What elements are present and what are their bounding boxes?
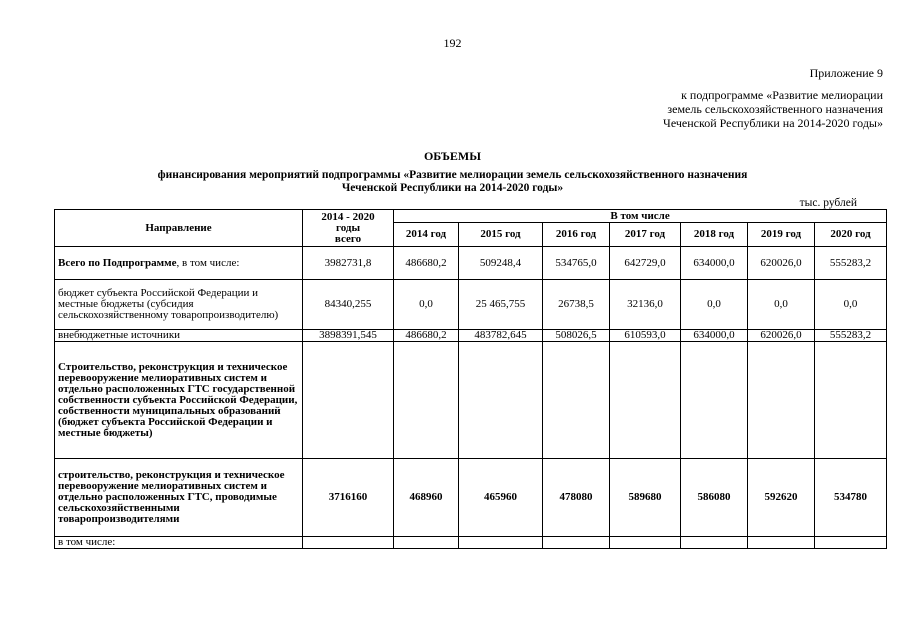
cell-2016: 26738,5 [543,280,610,330]
cell-total [303,342,394,459]
cell-2015: 509248,4 [459,247,543,280]
cell-2015: 25 465,755 [459,280,543,330]
cell-2015: 465960 [459,459,543,537]
header-including: В том числе [394,210,887,223]
header-year: 2015 год [459,223,543,247]
cell-2017: 32136,0 [610,280,681,330]
cell-2017 [610,537,681,549]
cell-2019 [748,342,815,459]
units-label: тыс. рублей [799,197,857,209]
row-label: строительство, реконструкция и техническое перевооружение мелиоративных систем и отдельно расположенных ГТС, проводимые сельскохозяйственными товаропроизводителями [55,459,303,537]
table-row-producers-construction [55,459,887,537]
cell-2019: 592620 [748,459,815,537]
cell-2018: 0,0 [681,280,748,330]
cell-total: 3716160 [303,459,394,537]
appendix-line: Чеченской Республики на 2014-2020 годы» [663,116,883,130]
row-label-bold: Всего по Подпрограмме [58,256,177,269]
cell-2018 [681,537,748,549]
appendix-line: земель сельскохозяйственного назначения [667,102,883,116]
cell-2016 [543,342,610,459]
cell-2018: 634000,0 [681,247,748,280]
cell-total: 3982731,8 [303,247,394,280]
cell-2020: 555283,2 [815,247,887,280]
financing-table [54,209,887,549]
page-number: 192 [443,36,462,50]
row-label: внебюджетные источники [55,330,303,342]
document-title: ОБЪЕМЫ [423,149,482,163]
cell-2020 [815,537,887,549]
cell-2019: 620026,0 [748,247,815,280]
cell-2018 [681,342,748,459]
row-label: бюджет субъекта Российской Федерации и местные бюджеты (субсидия сельскохозяйственному товаропроизводителю) [55,280,303,330]
cell-2016: 534765,0 [543,247,610,280]
cell-2018: 586080 [681,459,748,537]
row-label [55,247,303,280]
header-total-line: всего [334,232,362,245]
header-year: 2014 год [394,223,459,247]
cell-2020: 555283,2 [815,330,887,342]
cell-2017: 642729,0 [610,247,681,280]
header-total-line: 2014 - 2020 [321,210,375,223]
header-year: 2020 год [815,223,887,247]
header-year: 2016 год [543,223,610,247]
cell-total: 84340,255 [303,280,394,330]
cell-2019: 0,0 [748,280,815,330]
subtitle-line: Чеченской Республики на 2014-2020 годы» [341,182,564,194]
cell-2020: 534780 [815,459,887,537]
cell-2017: 589680 [610,459,681,537]
cell-2019 [748,537,815,549]
cell-2014: 486680,2 [394,330,459,342]
header-total [303,210,394,247]
cell-2015: 483782,645 [459,330,543,342]
header-row [55,210,887,223]
header-total-line: годы [335,221,361,234]
cell-2015 [459,537,543,549]
cell-total [303,537,394,549]
cell-2019: 620026,0 [748,330,815,342]
row-label: в том числе: [55,537,303,549]
cell-2015 [459,342,543,459]
table-row-budget [55,280,887,330]
table-row-extrabudgetary [55,330,887,342]
appendix-label: Приложение 9 [809,66,883,80]
cell-2018: 634000,0 [681,330,748,342]
table-row-state-construction [55,342,887,459]
row-label: Строительство, реконструкция и техническое перевооружение мелиоративных систем и отдельно расположенных ГТС государственной собственности субъекта Российской Федерации, собственности муниципальных образований (бюджет субъекта Российской Федерации и местные бюджеты) [55,342,303,459]
cell-2016: 478080 [543,459,610,537]
cell-2014 [394,537,459,549]
header-year: 2017 год [610,223,681,247]
header-year: 2018 год [681,223,748,247]
cell-2020: 0,0 [815,280,887,330]
cell-2016 [543,537,610,549]
cell-2017: 610593,0 [610,330,681,342]
document-subtitle [0,169,905,195]
appendix-block [663,66,883,130]
table-row-total [55,247,887,280]
table-row-including [55,537,887,549]
cell-2017 [610,342,681,459]
cell-2014 [394,342,459,459]
cell-2014: 0,0 [394,280,459,330]
cell-2014: 468960 [394,459,459,537]
subtitle-line: финансирования мероприятий подпрограммы «Развитие мелиорации земель сельскохозяйственного назначения [157,169,748,181]
header-year: 2019 год [748,223,815,247]
cell-2016: 508026,5 [543,330,610,342]
row-label-suffix: , в том числе: [176,256,240,269]
cell-total: 3898391,545 [303,330,394,342]
cell-2020 [815,342,887,459]
appendix-line: к подпрограмме «Развитие мелиорации [681,88,883,102]
cell-2014: 486680,2 [394,247,459,280]
header-direction: Направление [55,210,303,247]
